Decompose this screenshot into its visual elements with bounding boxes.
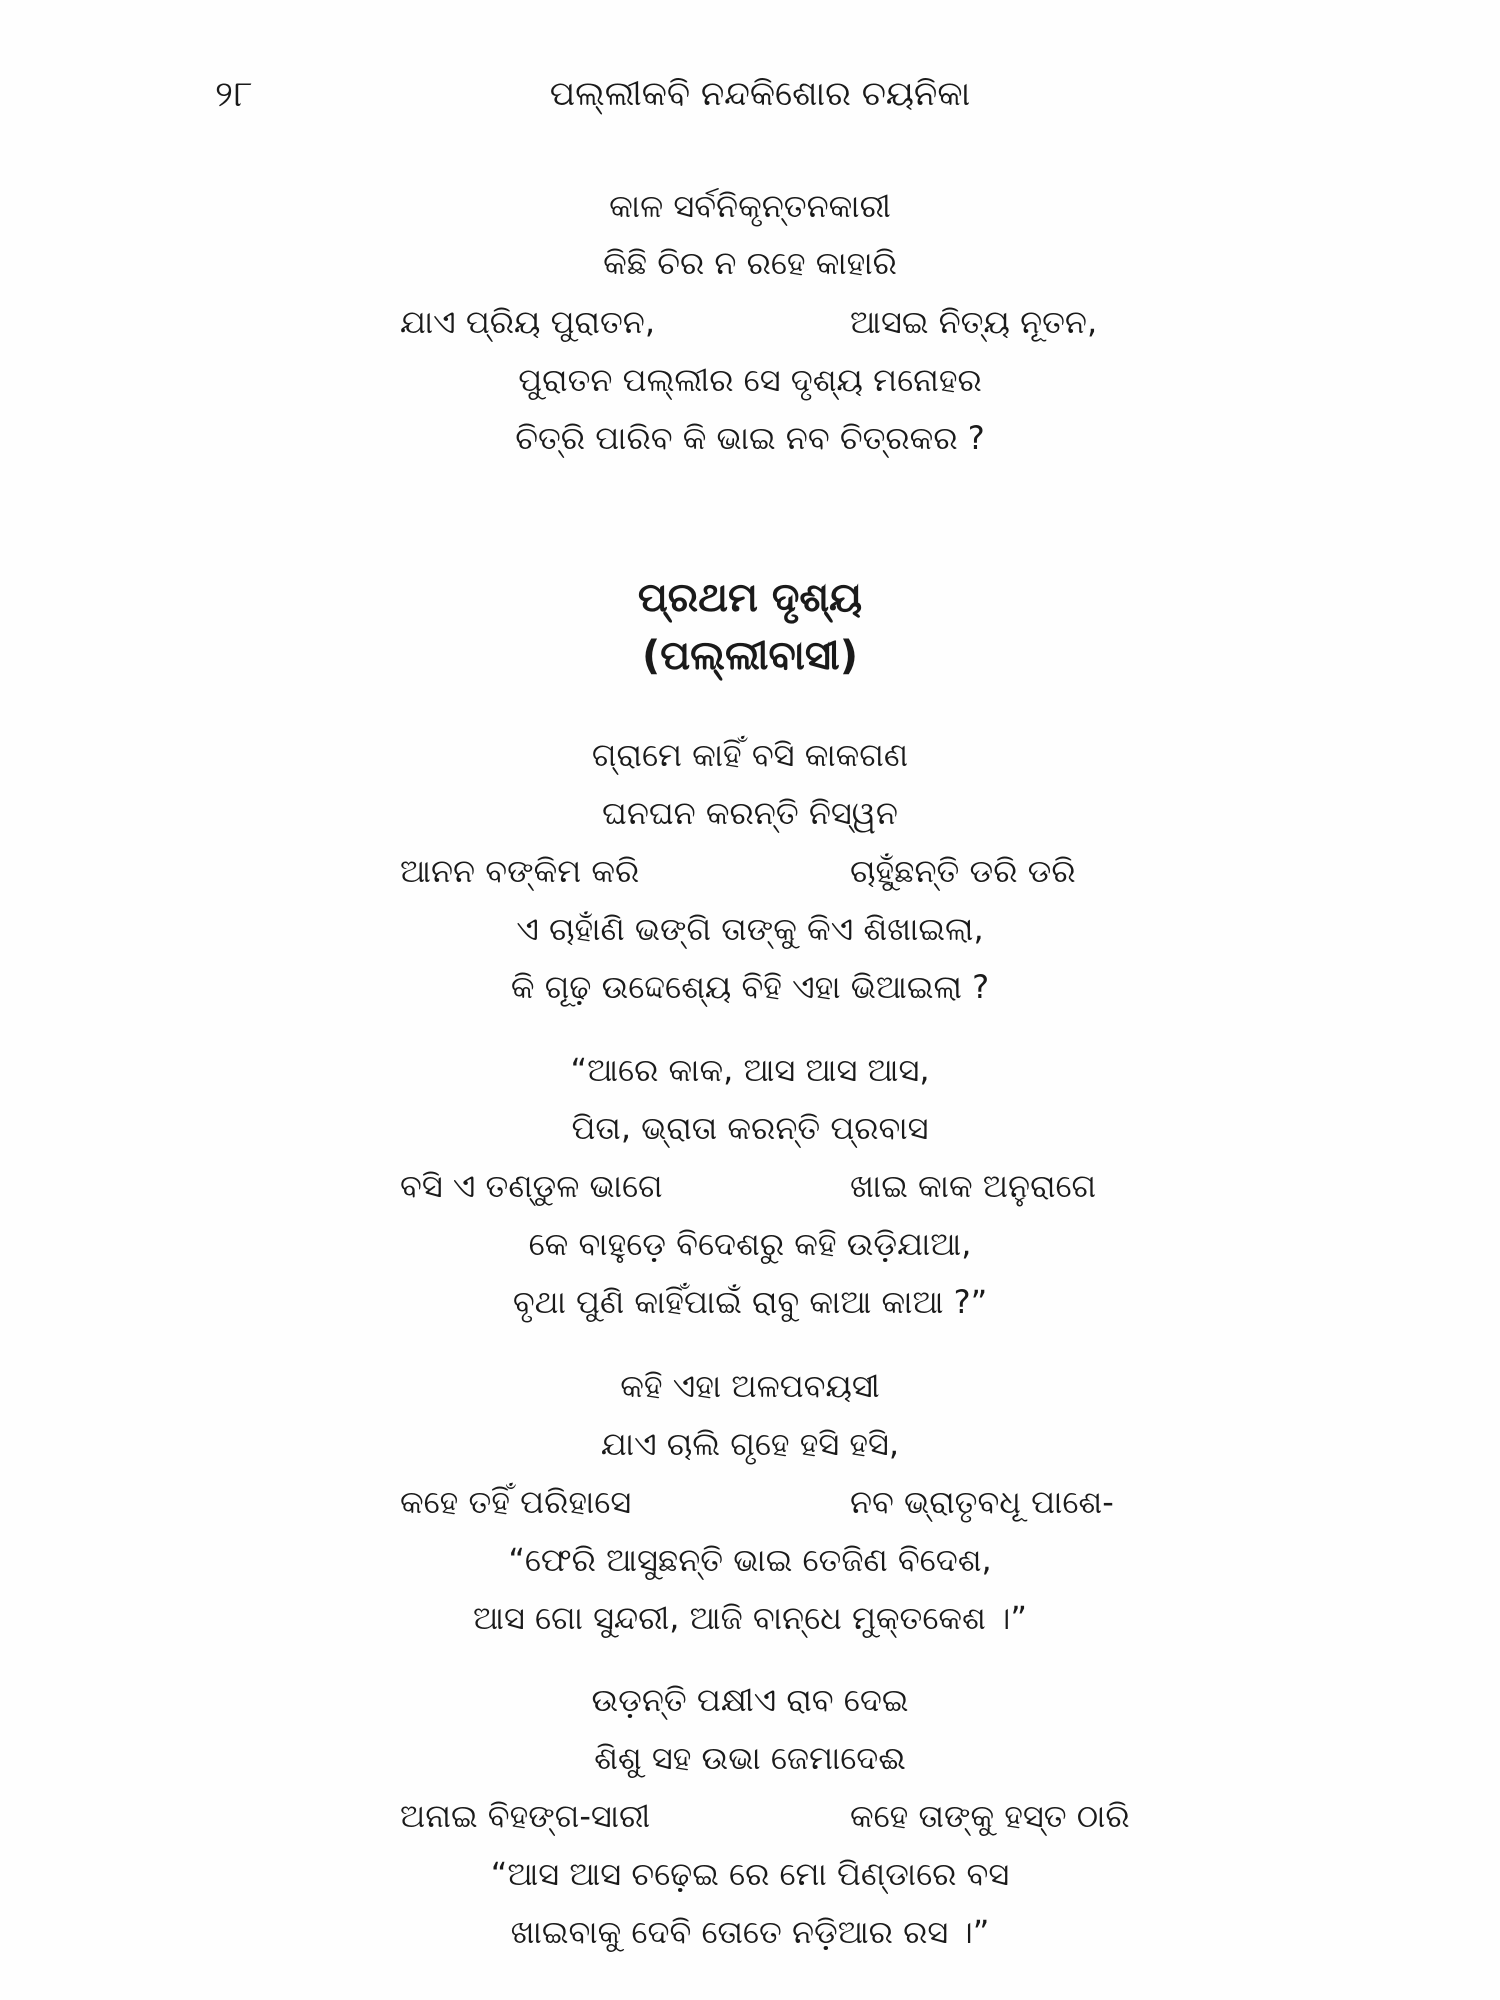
section-title: ପ୍ରଥମ ଦୃଶ୍ୟ xyxy=(637,575,863,621)
verse-line: କି ଗୂଢ଼ ଉଦ୍ଦେଶ୍ୟେ ବିହି ଏହା ଭିଆଇଲା ? xyxy=(510,968,990,1006)
verse-line: ଗ୍ରାମେ କାହିଁ ବସି କାକଗଣ xyxy=(591,736,909,774)
verse-half-right: କହେ ତାଙ୍କୁ ହସ୍ତ ଠାରି xyxy=(850,1797,1130,1835)
running-title: ପଲ୍ଲୀକବି ନନ୍ଦକିଶୋର ଚୟନିକା xyxy=(549,74,971,114)
verse-half-right: ନବ ଭ୍ରାତୃବଧୂ ପାଶେ- xyxy=(850,1483,1114,1521)
verse-line: “ଆସ ଆସ ଚଢ଼େଇ ରେ ମୋ ପିଣ୍ଡାରେ ବସ xyxy=(490,1855,1010,1893)
verse-half-left: ଆନନ ବଙ୍କିମ କରି xyxy=(400,852,640,890)
verse-line: ଏ ଚାହାଁଣି ଭଙ୍ଗି ତାଙ୍କୁ କିଏ ଶିଖାଇଲା, xyxy=(516,910,984,948)
verse-half-left: କହେ ତହିଁ ପରିହାସେ xyxy=(400,1483,632,1521)
verse-line: ଚିତ୍ରି ପାରିବ କି ଭାଇ ନବ ଚିତ୍ରକର ? xyxy=(515,419,985,457)
verse-line: ବୃଥା ପୁଣି କାହିଁପାଇଁ ରାବୁ କାଆ କାଆ ?” xyxy=(512,1283,988,1321)
verse-line: ଆସ ଗୋ ସୁନ୍ଦରୀ, ଆଜି ବାନ୍ଧେ ମୁକ୍ତକେଶ ।” xyxy=(473,1599,1027,1637)
verse-line: ପିତା, ଭ୍ରାତା କରନ୍ତି ପ୍ରବାସ xyxy=(571,1109,929,1147)
page-number: ୨୮ xyxy=(215,74,254,115)
verse-line: ଉଡ଼ନ୍ତି ପକ୍ଷୀଏ ରାବ ଦେଇ xyxy=(591,1681,909,1719)
verse-line: “ଫେରି ଆସୁଛନ୍ତି ଭାଇ ତେଜିଣ ବିଦେଶ, xyxy=(508,1541,992,1579)
verse-half-right: ଖାଇ କାକ ଅନୁରାଗେ xyxy=(850,1167,1097,1205)
verse-line: ଶିଶୁ ସହ ଉଭା ଜେମାଦେଈ xyxy=(594,1739,906,1777)
verse-half-left: ବସି ଏ ତଣ୍ଡୁଳ ଭାଗେ xyxy=(400,1167,663,1205)
verse-line: କହି ଏହା ଅଳପବୟସୀ xyxy=(620,1367,880,1405)
verse-half-left: ଅନାଇ ବିହଙ୍ଗ-ସାରୀ xyxy=(400,1797,651,1835)
verse-line: ଯାଏ ଚାଲି ଗୃହେ ହସି ହସି, xyxy=(600,1425,900,1463)
verse-line: ଖାଇବାକୁ ଦେବି ତୋତେ ନଡ଼ିଆର ରସ ।” xyxy=(510,1913,990,1951)
verse-line: କାଳ ସର୍ବନିକୃନ୍ତନକାରୀ xyxy=(609,187,891,225)
verse-line: କେ ବାହୁଡ଼େ ବିଦେଶରୁ କହି ଉଡ଼ିଯାଆ, xyxy=(528,1225,972,1263)
verse-line: “ଆରେ କାକ, ଆସ ଆସ ଆସ, xyxy=(570,1051,930,1089)
verse-line: ପୁରାତନ ପଲ୍ଲୀର ସେ ଦୃଶ୍ୟ ମନୋହର xyxy=(518,361,982,399)
verse-line: ଘନଘନ କରନ୍ତି ନିସ୍ୱନ xyxy=(602,794,898,832)
verse-half-right: ଚାହୁଁଛନ୍ତି ଡରି ଡରି xyxy=(850,852,1076,890)
section-subtitle: (ପଲ୍ଲୀବାସୀ) xyxy=(641,633,858,679)
verse-line: କିଛି ଚିର ନ ରହେ କାହାରି xyxy=(603,244,897,282)
verse-half-left: ଯାଏ ପ୍ରିୟ ପୁରାତନ, xyxy=(400,303,655,341)
verse-half-right: ଆସଇ ନିତ୍ୟ ନୂତନ, xyxy=(850,303,1098,341)
